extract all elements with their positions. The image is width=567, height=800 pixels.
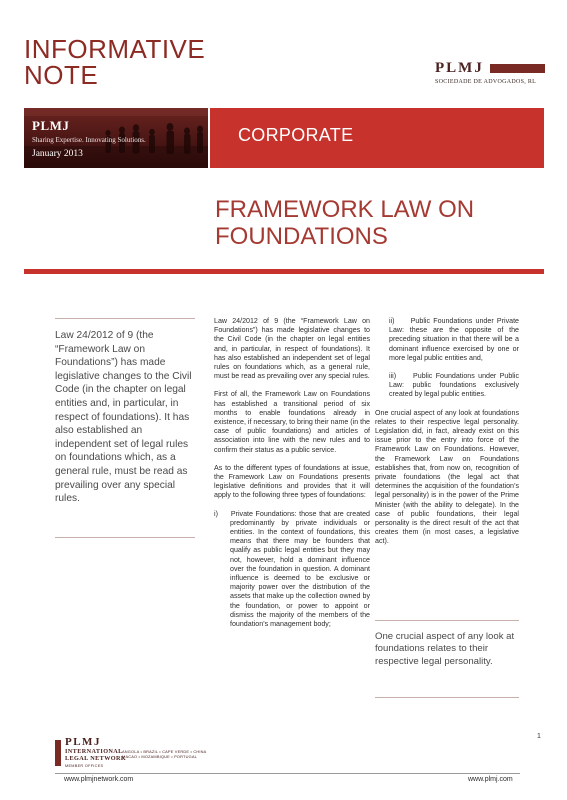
body-column-2	[375, 317, 519, 556]
pull-quote-box	[375, 620, 519, 698]
category-label: CORPORATE	[238, 125, 354, 145]
article-title	[215, 196, 474, 250]
banner-logo-text: PLMJ	[32, 118, 70, 133]
banner	[24, 108, 544, 168]
brand-bar	[490, 64, 545, 73]
brand-subtitle: SOCIEDADE DE ADVOGADOS, RL	[435, 79, 537, 85]
network-countries	[122, 749, 206, 759]
brand-logo	[435, 60, 545, 85]
sidebar-summary-text: Law 24/2012 of 9 (the “Framework Law on Foundations”) has made legislative changes to the Civil Code (in the chapter on legal entities and, in particular, in respect of foundations). It has also established an independent set of legal rules on foundations which, as a general rule, must be read as prevailing over any special rules.	[55, 330, 192, 505]
body-paragraph: First of all, the Framework Law on Foundations has established a transitional period of six months to enable foundations already in existence, if necessary, to bring their name (in the case of public foundations) and articles of association into line with the new rules and to confirm their status as a public service.	[214, 390, 371, 454]
list-item: iii) Public Foundations under Public Law: public foundations exclusively created by legal public entities.	[389, 372, 519, 399]
issue-date: January 2013	[32, 149, 83, 159]
document-type-title	[24, 36, 205, 88]
title-divider	[24, 269, 544, 274]
pull-quote-text: One crucial aspect of any look at foundations relates to their respective legal personality.	[375, 631, 515, 667]
list-item: ii) Public Foundations under Private Law: these are the opposite of the preceding situation in that there will be a dominant influence exercised by one or more legal public entities and,	[389, 317, 519, 362]
body-paragraph: As to the different types of foundations at issue, the Framework Law on Foundations presents legislative definitions and provides that it will apply to the following three types of foundations:	[214, 463, 370, 500]
network-logo-name	[65, 748, 126, 762]
network-member-label: MEMBER OFFICES	[65, 764, 104, 768]
body-column-1	[214, 317, 370, 638]
countries-line-1: ANGOLA • BRAZIL • CAPE VERDE • CHINA	[122, 749, 207, 754]
firm-website-link[interactable]: www.plmj.com	[468, 776, 513, 783]
brand-name: PLMJ	[435, 60, 484, 76]
article-title-line-2: FOUNDATIONS	[215, 223, 388, 250]
footer-divider	[55, 773, 520, 774]
banner-photo	[24, 108, 208, 168]
banner-tagline: Sharing Expertise. Innovating Solutions.	[32, 136, 146, 144]
network-logo-mark	[55, 740, 61, 766]
article-title-line-1: FRAMEWORK LAW ON	[215, 196, 475, 223]
document-type-line-1: INFORMATIVE	[24, 34, 206, 64]
page-number: 1	[537, 733, 541, 740]
category-bar	[210, 108, 544, 168]
document-type-line-2: NOTE	[24, 60, 99, 90]
body-paragraph: Law 24/2012 of 9 (the “Framework Law on Foundations”) has made legislative changes to the Civil Code (in the chapter on legal entities and, in particular, in respect of foundations). It has also established an independent set of legal rules on foundations which, as a general rule, must be read as prevailing over any special rules.	[214, 317, 370, 381]
network-logo-line-2: LEGAL NETWORK	[65, 755, 127, 762]
list-item: i) Private Foundations: those that are created predominantly by private individuals or entities. In the context of foundations, this means that there may be founders that qualify as public legal entities but they may not, however, hold a dominant influence over the foundation in question. A dominant influence is deemed to be exclusive or majority power over the distribution of the assets that make up the collection owned by the foundation, or power to appoint or dismiss the majority of the members of the foundation’s management body;	[214, 509, 370, 629]
body-paragraph: One crucial aspect of any look at foundations relates to their respective legal personality. Legislation did, in fact, already exist on this issue prior to the entry into force of the Framework Law on Foundations. However, the Framework Law on Foundations establishes that, from now on, recognition of private foundations (the legal act that determines the acquisition of the foundation’s legal personality) is in the power of the Prime Minister (with the ability to delegate). In the case of public foundations, their legal personality is the direct result of the act that creates them (in most cases, a legislative act).	[375, 408, 519, 546]
sidebar-summary-box	[55, 318, 195, 538]
network-logo-line-1: INTERNATIONAL	[65, 748, 123, 755]
network-logo	[55, 736, 265, 772]
network-website-link[interactable]: www.plmjnetwork.com	[64, 776, 134, 783]
countries-line-2: MACAO • MOZAMBIQUE • PORTUGAL	[122, 754, 198, 759]
network-logo-plmj: PLMJ	[65, 736, 101, 748]
